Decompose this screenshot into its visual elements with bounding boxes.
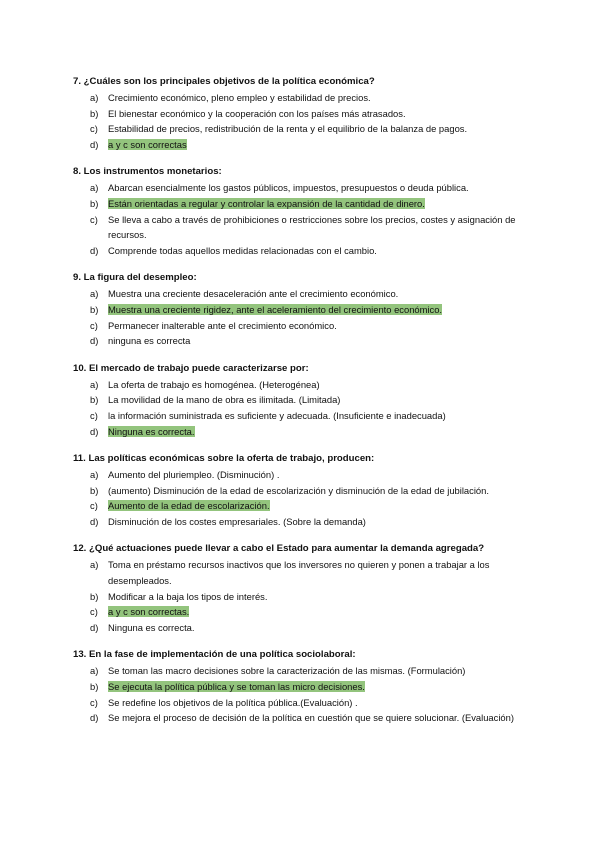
answer-option [73,498,520,514]
option-letter: d) [90,425,99,437]
answer-option [73,137,520,153]
option-letter: a) [90,665,99,677]
answer-option [73,121,520,137]
answer-option [73,663,520,679]
answer-option [73,695,520,711]
option-letter: d) [90,335,99,347]
option-letter: b) [90,303,99,315]
option-text-correct [108,137,520,153]
option-letter: d) [90,621,99,633]
option-text-correct [108,498,520,514]
answer-option [73,302,520,318]
correct-answer-highlight: Ninguna es correcta. [108,425,195,437]
question-block [73,541,520,635]
correct-answer-highlight: Se ejecuta la política pública y se toman las micro decisiones. [108,681,365,693]
option-letter: c) [90,123,98,135]
option-letter: c) [90,500,98,512]
option-text-correct [108,302,520,318]
correct-answer-highlight: a y c son correctas. [108,606,190,618]
option-letter: c) [90,696,98,708]
option-letter: c) [90,213,98,225]
answer-option [73,710,520,726]
question-block [73,74,520,152]
option-letter: c) [90,319,98,331]
answer-option [73,620,520,636]
question-title: 12. ¿Qué actuaciones puede llevar a cabo el Estado para aumentar la demanda agregada? [73,543,485,555]
question-title: 11. Las políticas económicas sobre la oferta de trabajo, producen: [73,453,375,465]
question-title: 8. Los instrumentos monetarios: [73,166,222,178]
option-letter: d) [90,138,99,150]
question-block [73,164,520,258]
question-block [73,647,520,725]
answer-option [73,424,520,440]
option-text: Toma en préstamo recursos inactivos que los inversores no quieren y ponen a trabajar a los desempleados. [108,559,490,587]
option-text: Muestra una creciente desaceleración ante el crecimiento económico. [108,288,399,300]
question-block [73,451,520,529]
option-letter: c) [90,606,98,618]
option-letter: a) [90,92,99,103]
correct-answer-highlight: Muestra una creciente rigidez, ante el aceleramiento del crecimiento económico. [108,303,443,315]
option-text-correct [108,424,520,440]
option-text: El bienestar económico y la cooperación con los países más atrasados. [108,107,406,119]
option-text: La oferta de trabajo es homogénea. (Heterogénea) [108,378,320,390]
option-letter: d) [90,712,99,724]
option-text: Se toman las macro decisiones sobre la caracterización de las mismas. (Formulación) [108,665,466,677]
answer-option [73,243,520,259]
question-block [73,270,520,348]
option-text: Ninguna es correcta. [108,621,195,633]
option-letter: a) [90,378,99,390]
option-letter: a) [90,182,99,194]
question-title: 7. ¿Cuáles son los principales objetivos de la política económica? [73,76,375,87]
option-text: Aumento del pluriempleo. (Disminución) . [108,469,280,481]
option-text: la información suministrada es suficiente y adecuada. (Insuficiente e inadecuada) [108,409,446,421]
option-letter: b) [90,681,99,693]
answer-option [73,604,520,620]
correct-answer-highlight: Aumento de la edad de escolarización. [108,500,270,512]
correct-answer-highlight: Están orientadas a regular y controlar la expansión de la cantidad de dinero. [108,197,425,209]
answer-option [73,408,520,424]
option-text-correct [108,196,520,212]
answer-option [73,286,520,302]
correct-answer-highlight: a y c son correctas [108,138,187,150]
answer-option [73,180,520,196]
answer-option [73,90,520,106]
option-letter: a) [90,288,99,300]
answer-option [73,483,520,499]
option-text: Modificar a la baja los tipos de interés. [108,590,268,602]
option-text-correct [108,604,520,620]
answer-option [73,467,520,483]
answer-option [73,557,520,588]
option-text: Se lleva a cabo a través de prohibiciones o restricciones sobre los precios, costes y asignación de recursos. [108,213,516,241]
answer-option [73,318,520,334]
option-letter: a) [90,469,99,481]
option-text: Se mejora el proceso de decisión de la política en cuestión que se quiere solucionar. (Evaluación) [108,712,514,724]
question-title: 9. La figura del desempleo: [73,272,197,284]
option-text: Se redefine los objetivos de la política pública.(Evaluación) . [108,696,358,708]
option-letter: b) [90,197,99,209]
option-letter: d) [90,244,99,256]
option-text: Crecimiento económico, pleno empleo y estabilidad de precios. [108,92,371,103]
option-text: ninguna es correcta [108,335,191,347]
option-text: Estabilidad de precios, redistribución de la renta y el equilibrio de la balanza de pagos. [108,123,468,135]
option-letter: b) [90,107,99,119]
option-letter: a) [90,559,99,571]
answer-option [73,377,520,393]
option-letter: b) [90,590,99,602]
answer-option [73,392,520,408]
question-title: 13. En la fase de implementación de una política sociolaboral: [73,649,356,661]
option-text: Permanecer inalterable ante el crecimiento económico. [108,319,337,331]
question-block [73,361,520,439]
option-text-correct [108,679,520,695]
question-title: 10. El mercado de trabajo puede caracterizarse por: [73,362,309,374]
answer-option [73,196,520,212]
answer-option [73,679,520,695]
answer-option [73,106,520,122]
answer-option [73,212,520,243]
option-letter: c) [90,409,98,421]
option-letter: d) [90,515,99,527]
option-text: (aumento) Disminución de la edad de escolarización y disminución de la edad de jubilación. [108,484,489,496]
option-letter: b) [90,394,99,406]
option-text: Abarcan esencialmente los gastos públicos, impuestos, presupuestos o deuda pública. [108,182,469,194]
option-text: La movilidad de la mano de obra es ilimitada. (Limitada) [108,394,341,406]
option-text: Comprende todas aquellos medidas relacionadas con el cambio. [108,244,377,256]
option-letter: b) [90,484,99,496]
option-text: Disminución de los costes empresariales. (Sobre la demanda) [108,515,366,527]
answer-option [73,514,520,530]
answer-option [73,589,520,605]
answer-option [73,333,520,349]
